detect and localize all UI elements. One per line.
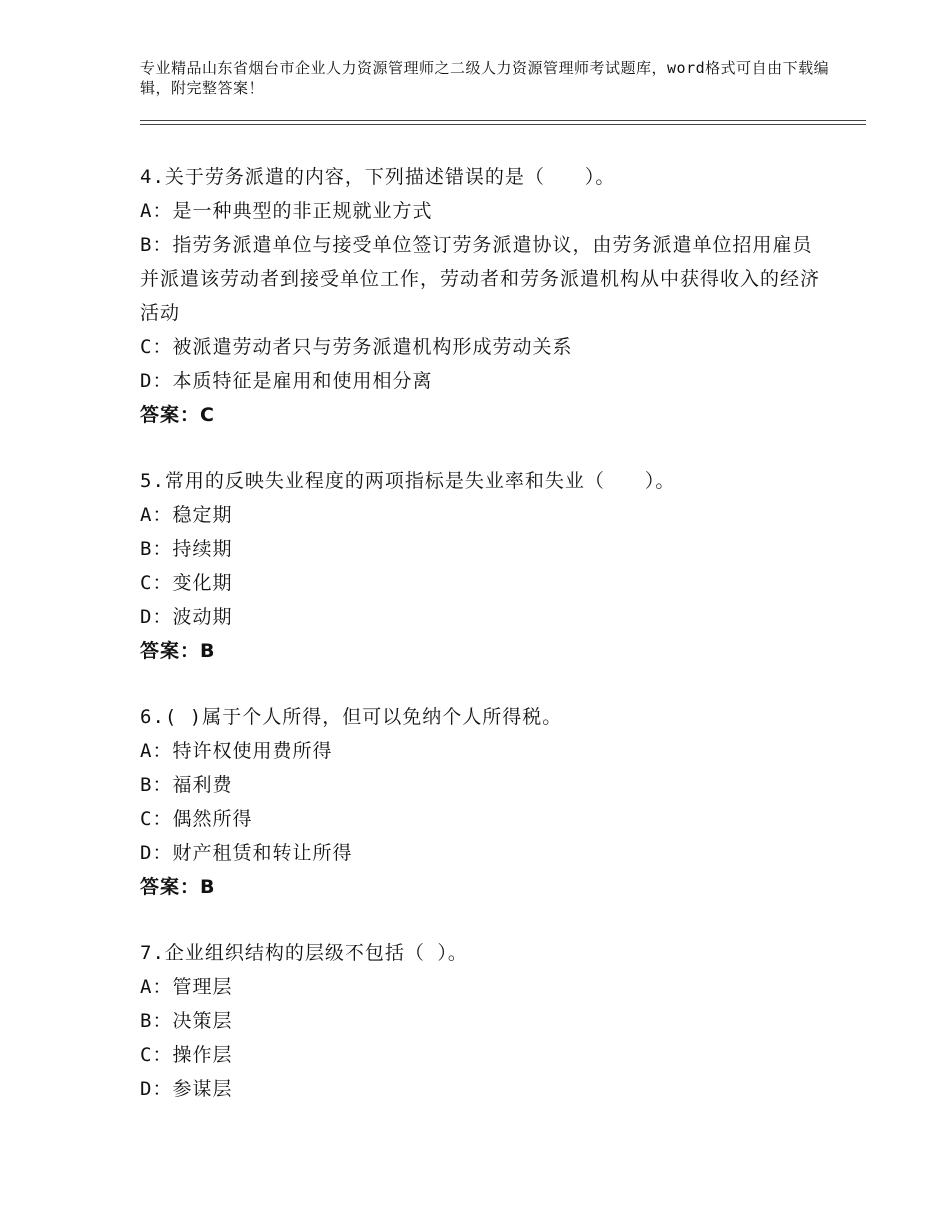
question-4: [140, 160, 820, 432]
question-stem: 5.常用的反映失业程度的两项指标是失业率和失业（ ）。: [140, 470, 676, 492]
option-d: D：参谋层: [140, 1078, 233, 1100]
answer-label: 答案：C: [140, 404, 215, 426]
option-c: C：操作层: [140, 1044, 233, 1066]
option-b: B：持续期: [140, 538, 233, 560]
header-divider: [140, 120, 866, 121]
header-divider-double: [140, 124, 866, 125]
question-list: [140, 160, 820, 1138]
option-a: A：是一种典型的非正规就业方式: [140, 200, 433, 222]
document-header: 专业精品山东省烟台市企业人力资源管理师之二级人力资源管理师考试题库，word格式可自由下载编辑，附完整答案！: [140, 59, 830, 97]
question-stem: 7.企业组织结构的层级不包括（ ）。: [140, 942, 468, 964]
option-d: D：波动期: [140, 606, 233, 628]
question-stem: 6.( )属于个人所得，但可以免纳个人所得税。: [140, 706, 563, 728]
option-d: D：财产租赁和转让所得: [140, 842, 353, 864]
option-a: A：特许权使用费所得: [140, 740, 333, 762]
option-a: A：稳定期: [140, 504, 233, 526]
option-b: B：福利费: [140, 774, 233, 796]
option-b: B：决策层: [140, 1010, 233, 1032]
option-a: A：管理层: [140, 976, 233, 998]
option-d: D：本质特征是雇用和使用相分离: [140, 370, 433, 392]
option-c: C：偶然所得: [140, 808, 253, 830]
question-7: [140, 936, 820, 1106]
option-c: C：变化期: [140, 572, 233, 594]
option-b: B：指劳务派遣单位与接受单位签订劳务派遣协议，由劳务派遣单位招用雇员并派遣该劳动者到接受单位工作，劳动者和劳务派遣机构从中获得收入的经济活动: [140, 234, 821, 324]
question-6: [140, 700, 820, 904]
answer-label: 答案：B: [140, 640, 216, 662]
option-c: C：被派遣劳动者只与劳务派遣机构形成劳动关系: [140, 336, 573, 358]
question-5: [140, 464, 820, 668]
answer-label: 答案：B: [140, 876, 216, 898]
question-stem: 4.关于劳务派遣的内容，下列描述错误的是（ ）。: [140, 166, 616, 188]
